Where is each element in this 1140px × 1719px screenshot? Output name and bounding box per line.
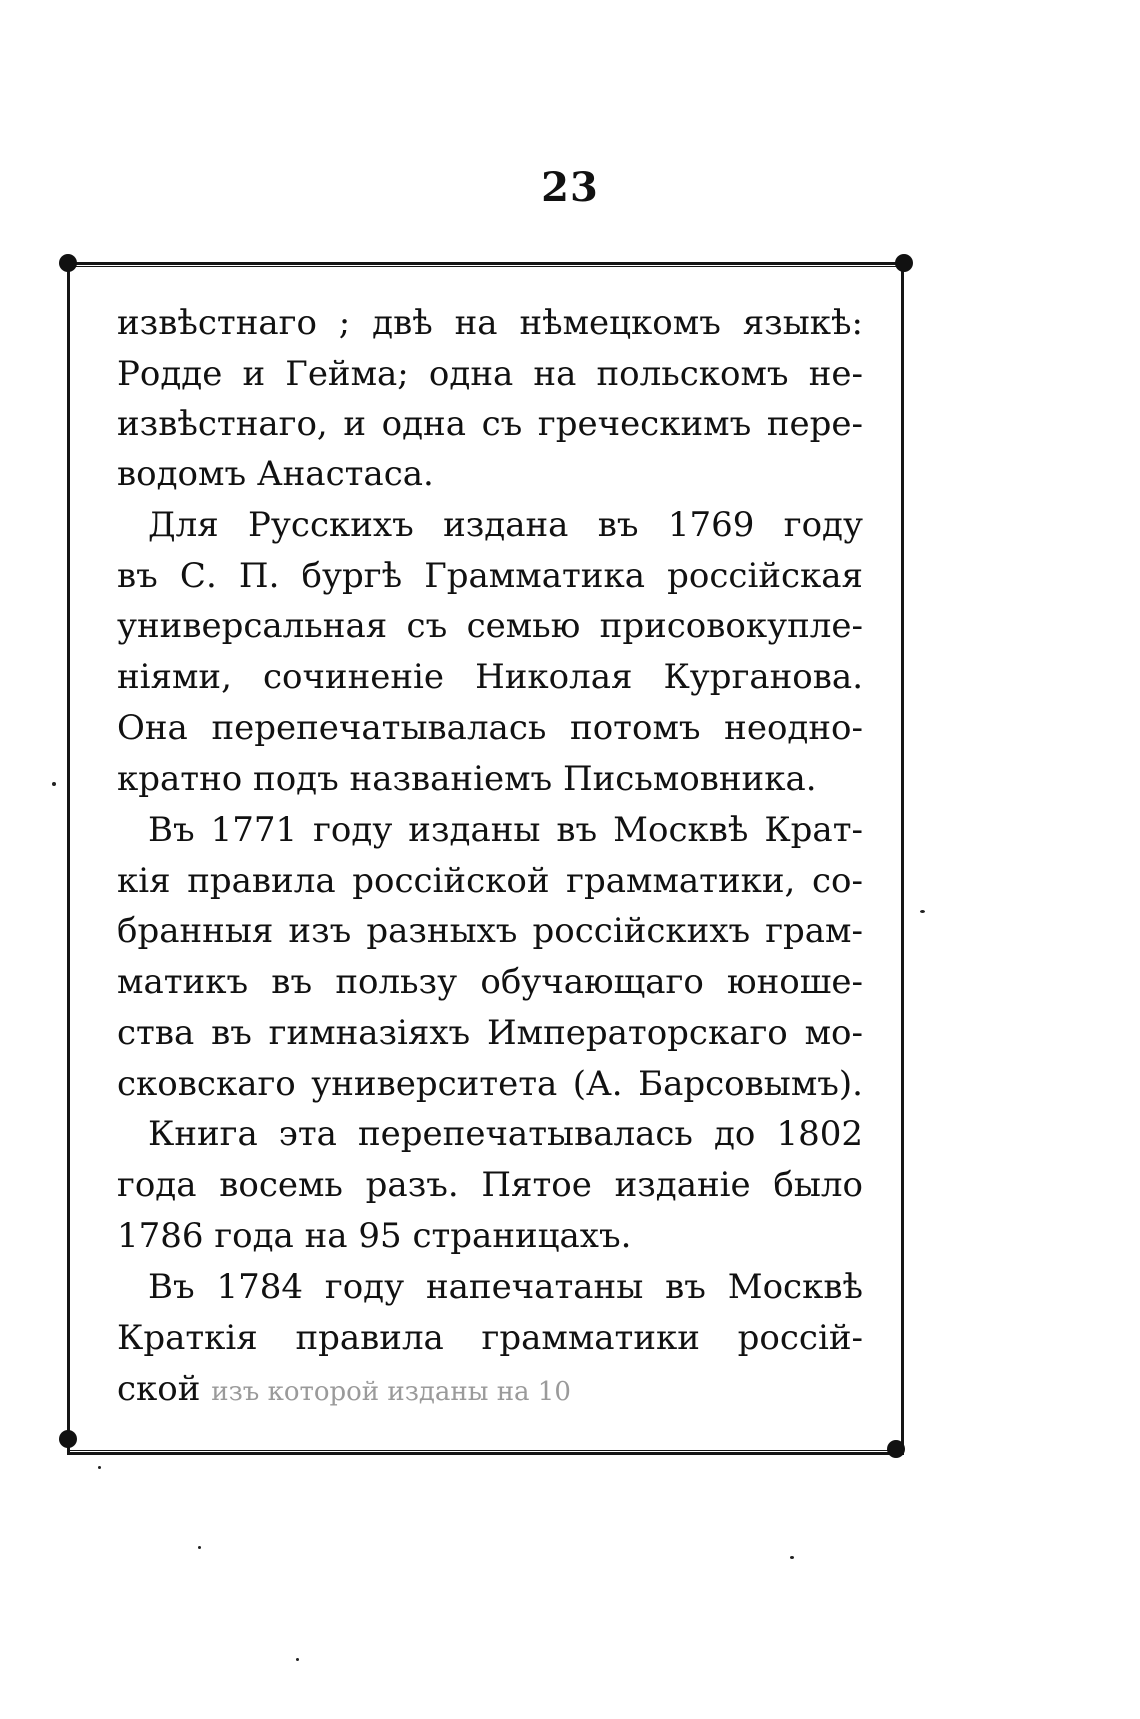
text-line: Краткія правила грамматики россій-	[117, 1318, 863, 1358]
frame-corner-ornament	[895, 254, 913, 272]
text-line: извѣстнаго, и одна съ греческимъ пере-	[117, 404, 863, 444]
text-line: универсальная съ семью присовокупле-	[117, 606, 863, 646]
text-line-start: ской	[117, 1369, 201, 1409]
print-speck	[98, 1466, 101, 1469]
faded-text: изъ которой изданы на 10	[211, 1377, 571, 1407]
text-line: Книга эта перепечатывалась до 1802	[148, 1114, 863, 1154]
text-line	[117, 1367, 863, 1411]
text-line: ства въ гимназіяхъ Императорскаго мо-	[117, 1013, 863, 1053]
text-line: кія правила россійской грамматики, со-	[117, 861, 863, 901]
text-line: Родде и Гейма; одна на польскомъ не-	[117, 354, 863, 394]
print-speck	[920, 910, 925, 913]
text-line: бранныя изъ разныхъ россійскихъ грам-	[117, 911, 863, 951]
text-line: въ С. П. бургѣ Грамматика россійская	[117, 556, 863, 596]
print-speck	[296, 1658, 299, 1661]
print-speck	[52, 782, 56, 786]
text-line: года восемь разъ. Пятое изданіе было	[117, 1165, 863, 1205]
page-number: 23	[541, 164, 599, 211]
frame-corner-ornament	[887, 1440, 905, 1458]
print-speck	[790, 1556, 794, 1559]
text-line: Въ 1771 году изданы въ Москвѣ Крат-	[148, 810, 863, 850]
print-speck	[198, 1546, 201, 1549]
frame-corner-ornament	[59, 1430, 77, 1448]
text-line: 1786 года на 95 страницахъ.	[117, 1216, 632, 1256]
text-line: Въ 1784 году напечатаны въ Москвѣ	[148, 1267, 863, 1307]
text-line: матикъ въ пользу обучающаго юноше-	[117, 962, 863, 1002]
text-line: извѣстнаго ; двѣ на нѣмецкомъ языкѣ:	[117, 303, 863, 343]
text-line: ніями, сочиненіе Николая Курганова.	[117, 657, 863, 697]
text-line: кратно подъ названіемъ Письмовника.	[117, 759, 817, 799]
text-line: сковскаго университета (А. Барсовымъ).	[117, 1064, 863, 1104]
text-line: Для Русскихъ издана въ 1769 году	[148, 505, 863, 545]
frame-corner-ornament	[59, 254, 77, 272]
text-line: водомъ Анастаса.	[117, 454, 434, 494]
text-line: Она перепечатывалась потомъ неодно-	[117, 708, 863, 748]
